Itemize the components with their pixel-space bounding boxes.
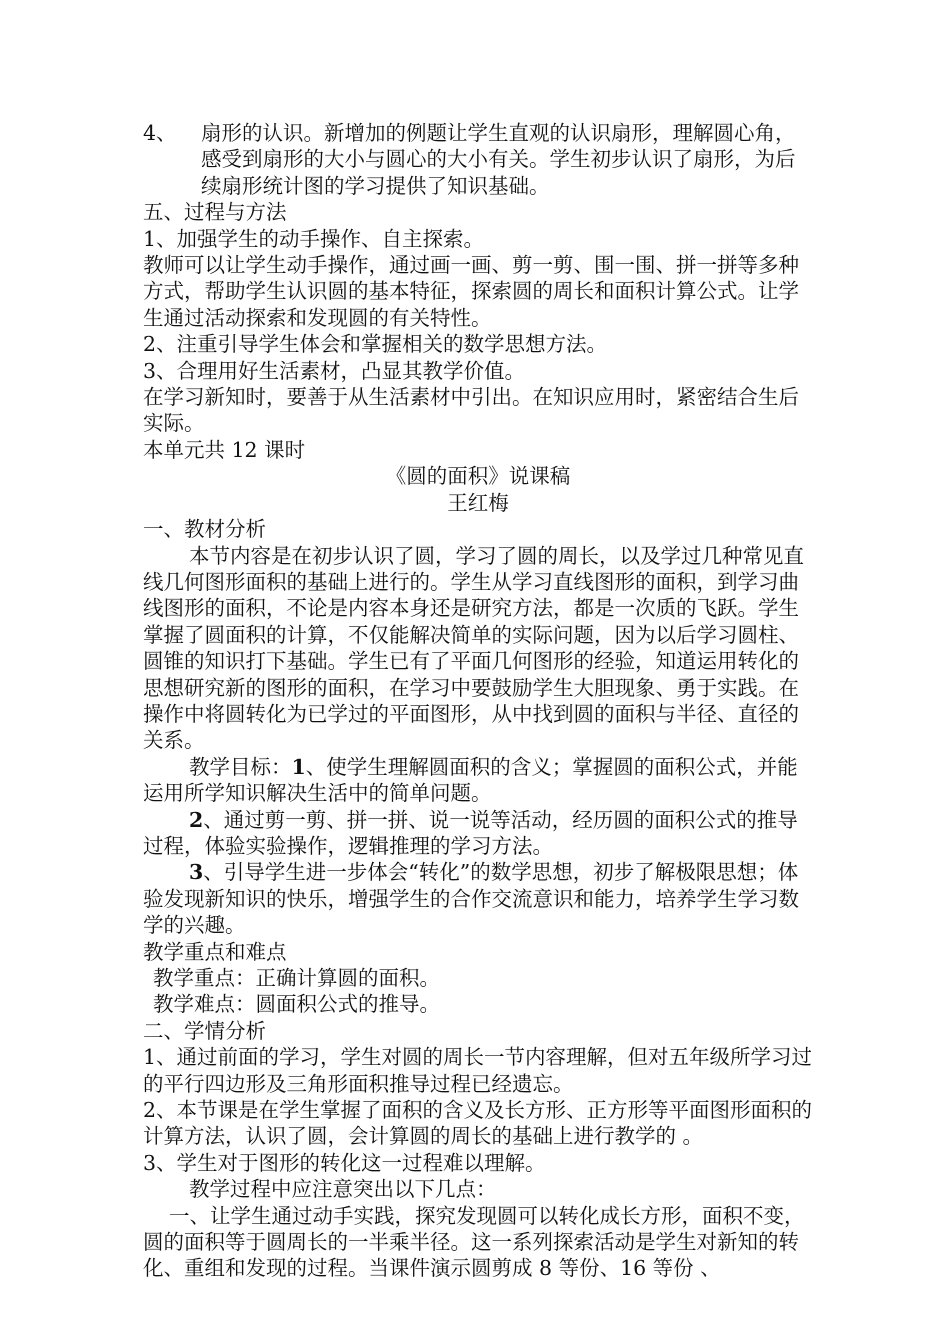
teaching-goal-2 (143, 807, 813, 860)
paragraph: 一、让学生通过动手实践，探究发现圆可以转化成长方形，面积不变，圆的面积等于圆周长的一半乘半径。这一系列探索活动是学生对新知的转化、重组和发现的过程。当课件演示圆剪成 8 等份、16 等份 、 (143, 1203, 805, 1281)
paragraph: 在学习新知时，要善于从生活素材中引出。在知识应用时，紧密结合生后实际。 (143, 385, 799, 436)
teaching-goal-1 (143, 754, 813, 807)
unit-hours: 本单元共 12 课时 (143, 437, 306, 462)
paragraph: 3、合理用好生活素材，凸显其教学价值。 (143, 358, 526, 383)
teaching-goal-3 (143, 859, 813, 938)
list-item-4 (143, 120, 813, 199)
document-page (143, 120, 813, 1282)
paragraph: 本节内容是在初步认识了圆，学习了圆的周长，以及学过几种常见直线几何图形面积的基础上进行的。学生从学习直线图形的面积，到学习曲线图形的面积，不论是内容本身还是研究方法，都是一次质的飞跃。学生掌握了圆面积的计算，不仅能解决简单的实际问题，因为以后学习圆柱、圆锥的知识打下基础。学生已有了平面几何图形的经验，知道运用转化的思想研究新的图形的面积，在学习中要鼓励学生大胆现象、勇于实践。在操作中将圆转化为已学过的平面图形，从中找到圆的面积与半径、直径的关系。 (143, 543, 804, 753)
section-heading-material-analysis: 一、教材分析 (143, 517, 266, 542)
list-number: 4、 (143, 121, 177, 145)
paragraph: 1、加强学生的动手操作、自主探索。 (143, 226, 485, 251)
key-point: 教学重点：正确计算圆的面积。 (153, 966, 440, 990)
goal-text: 、引导学生进一步体会“转化”的数学思想，初步了解极限思想；体验发现新知识的快乐，增强学生的合作交流意识和能力，培养学生学习数学的兴趣。 (143, 860, 799, 938)
list-text: 扇形的认识。新增加的例题让学生直观的认识扇形，理解圆心角，感受到扇形的大小与圆心的大小有关。学生初步认识了扇形，为后续扇形统计图的学习提供了知识基础。 (201, 121, 796, 198)
paragraph: 2、注重引导学生体会和掌握相关的数学思想方法。 (143, 332, 608, 357)
paragraph: 教学过程中应注意突出以下几点： (189, 1177, 497, 1202)
goal-number: 1 (291, 754, 306, 779)
document-title: 《圆的面积》说课稿 (385, 464, 571, 489)
goal-text: 、使学生理解圆面积的含义；掌握圆的面积公式，并能运用所学知识解决生活中的简单问题。 (143, 754, 798, 806)
section-heading-student-analysis: 二、学情分析 (143, 1018, 266, 1043)
paragraph: 2、本节课是在学生掌握了面积的含义及长方形、正方形等平面图形面积的计算方法，认识了圆，会计算圆的周长的基础上进行教学的 。 (143, 1098, 813, 1149)
difficult-point: 教学难点：圆面积公式的推导。 (153, 992, 440, 1017)
goal-number: 2 (189, 807, 204, 832)
paragraph: 教师可以让学生动手操作，通过画一画、剪一剪、围一围、拼一拼等多种方式，帮助学生认识圆的基本特征，探索圆的周长和面积计算公式。让学生通过活动探索和发现圆的有关特性。 (143, 253, 799, 330)
paragraph: 1、通过前面的学习，学生对圆的周长一节内容理解，但对五年级所学习过的平行四边形及三角形面积推导过程已经遗忘。 (143, 1045, 813, 1096)
goal-number: 3 (189, 860, 204, 885)
section-heading-process-method: 五、过程与方法 (143, 200, 287, 225)
goal-text: 、通过剪一剪、拼一拼、说一说等活动，经历圆的面积公式的推导过程，体验实验操作，逻辑推理的学习方法。 (143, 807, 798, 858)
paragraph: 3、学生对于图形的转化这一过程难以理解。 (143, 1150, 546, 1175)
document-author: 王红梅 (447, 490, 509, 515)
key-difficulty-heading: 教学重点和难点 (143, 939, 287, 964)
goal-prefix: 教学目标： (189, 754, 292, 779)
